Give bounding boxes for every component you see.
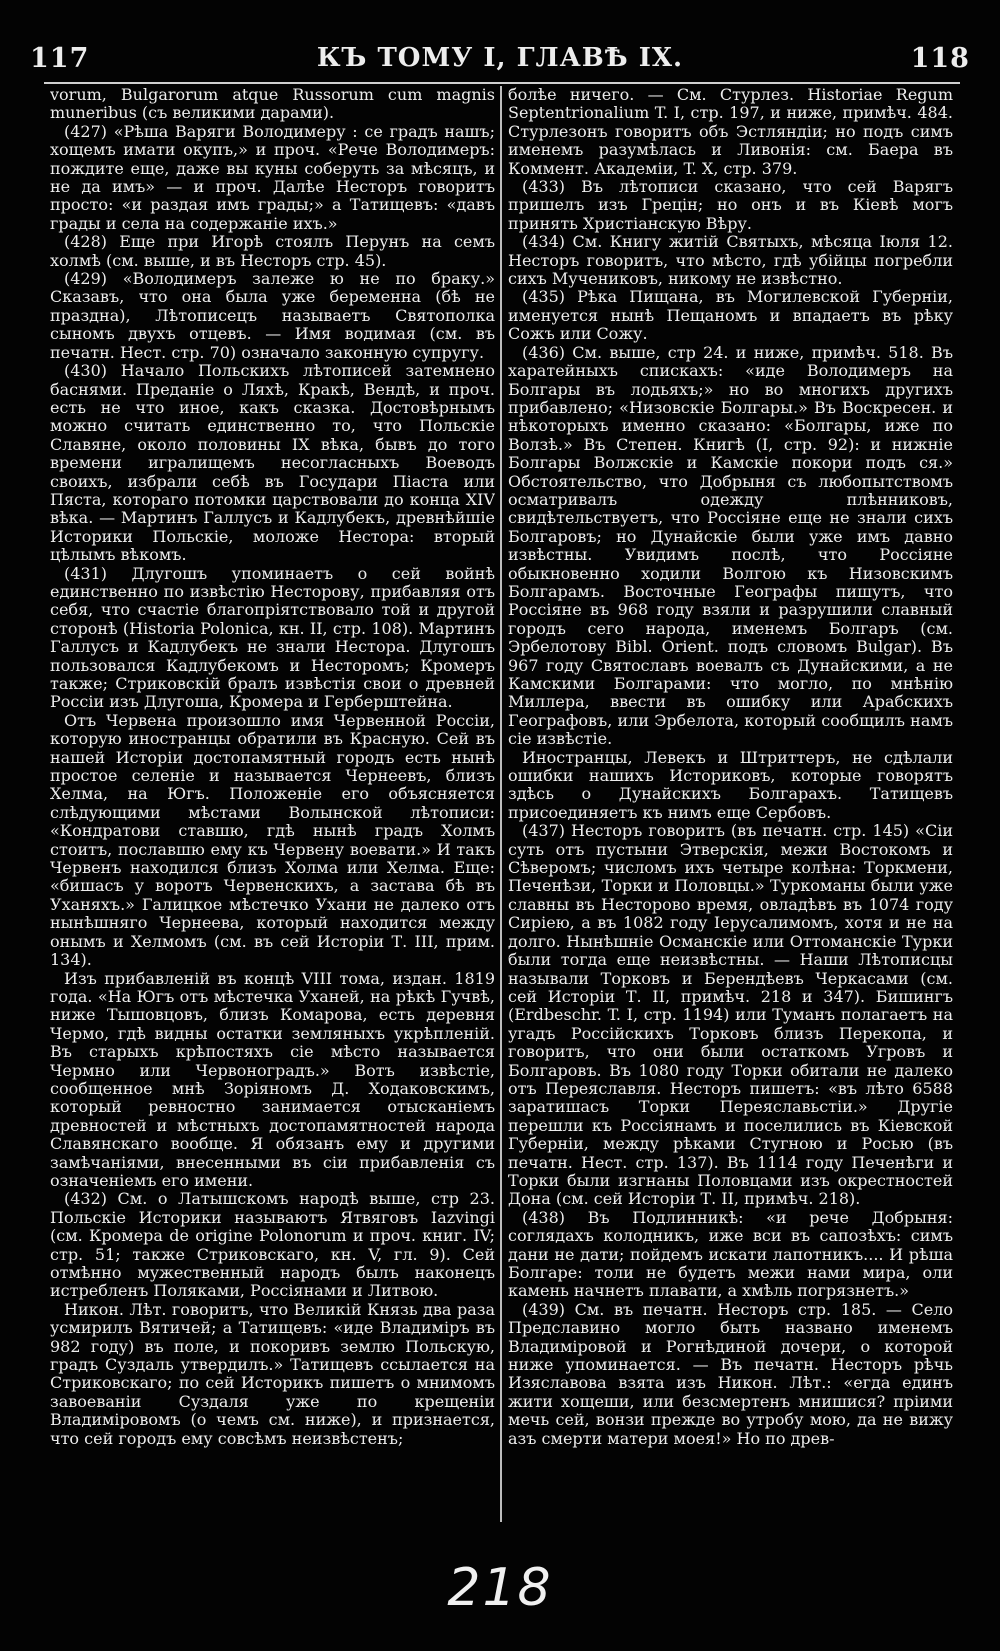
paragraph: Иностранцы, Левекъ и Штриттеръ, не сдѣлали ошибки нашихъ Историковъ, которые говорятъ здѣсь о Дунайскихъ Болгарахъ. Татищевъ присоединяетъ къ нимъ еще Сербовъ. (508, 747, 953, 822)
paragraph: болѣе ничего. — См. Стурлез. Historiae Regum Septentrionalium T. I, стр. 197, и ниже, примѣч. 484. Стурлезонъ говоритъ объ Эстляндіи; но подъ симъ именемъ разумѣлась и Ливонія: см. Баера въ Коммент. Академіи, T. X, стр. 379. (508, 86, 953, 178)
right-column (508, 86, 953, 1522)
paragraph: (438) Въ Подлинникѣ: «и рече Добрыня: соглядахъ колодникъ, иже вси въ сапозѣхъ: симъ дани не дати; пойдемъ искати лапотникъ.... И рѣша Болгаре: толи не будетъ межи нами мира, оли камень начнетъ плавати, а хмѣль погрязнетъ.» (508, 1207, 953, 1301)
paragraph: (434) См. Книгу житій Святыхъ, мѣсяца Іюля 12. Несторъ говоритъ, что мѣсто, гдѣ убійцы погребли сихъ Мучениковъ, никому не извѣстно. (508, 232, 953, 289)
paragraph: (427) «Рѣша Варяги Володимеру : се градъ нашъ; хощемъ имати окупъ,» и проч. «Рече Володимеръ: пождите еще, даже вы куны соберуть за мѣсяцъ, и не да имъ» — и проч. Далѣе Несторъ говоритъ просто: «и раздая имъ грады;» а Татищевъ: «давъ грады и села на содержаніе ихъ.» (50, 121, 495, 233)
running-title: КЪ ТОМУ I, ГЛАВѢ IX. (316, 43, 684, 73)
paragraph: vorum, Bulgarorum atque Russorum cum magnis muneribus (съ великими дарами). (50, 86, 495, 123)
header-rule (44, 82, 960, 84)
paragraph: (433) Въ лѣтописи сказано, что сей Варягъ пришелъ изъ Грецін; но онъ и въ Кіевѣ могъ принять Христіанскую Вѣру. (508, 177, 953, 233)
paragraph: Изъ прибавленій въ концѣ VIII тома, издан. 1819 года. «На Югъ отъ мѣстечка Уханей, на рѣкѣ Гучвѣ, ниже Тышовцовъ, близъ Комарова, есть деревня Чермо, гдѣ видны остатки земляныхъ укрѣпленій. Въ старыхъ крѣпостяхъ сіе мѣсто называется Чермно или Червоноградъ.» Вотъ извѣстіе, сообщенное мнѣ Зоріяномъ Д. Ходаковскимъ, который ревностно занимается отысканіемъ древностей и мѣстныхъ достопамятностей народа Славянскаго вообще. Я обязанъ ему и другими замѣчаніями, внесенными въ сіи прибавленія съ означеніемъ его имени. (50, 968, 495, 1190)
left-page-number: 117 (30, 42, 90, 74)
paragraph: (437) Несторъ говоритъ (въ печатн. стр. 145) «Сіи суть отъ пустыни Этверскія, межи Востокомъ и Сѣверомъ; числомъ ихъ четыре колѣна: Торкмени, Печенѣзи, Торки и Половцы.» Туркоманы были уже славны въ Несторово время, овладѣвъ въ 1074 году Сиріею, а въ 1082 году Іерусалимомъ, хотя и не на долго. Нынѣшніе Османскіе или Оттоманскіе Турки были тогда еще неизвѣстны. — Наши Лѣтописцы называли Торковъ и Берендѣевъ Черкасами (см. сей Исторіи Т. II, примѣч. 218 и 347). Бишингъ (Erdbeschr. T. I, стр. 1194) или Туманъ полагаетъ на угадъ Россійскихъ Торковъ близъ Перекопа, и говоритъ, что они были остаткомъ Угровъ и Болгаровъ. Въ 1080 году Торки обитали не далеко отъ Переяславля. Несторъ пишетъ: «въ лѣто 6588 заратишасъ Торки Переяславьстіи.» Другіе перешли къ Россіянамъ и поселились въ Кіевской Губерніи, между рѣками Стугною и Росью (въ печатн. Нест. стр. 137). Въ 1114 году Печенѣги и Торки были изгнаны Половцами изъ окрестностей Дона (см. сей Исторіи Т. II, примѣч. 218). (508, 821, 953, 1209)
right-page-number: 118 (910, 42, 970, 74)
handwritten-folio-number: 218 (447, 1558, 553, 1618)
paragraph: (431) Длугошъ упоминаетъ о сей войнѣ единственно по извѣстію Несторову, прибавляя отъ себя, что счастіе благопріятствовало той и другой сторонѣ (Historia Polonica, кн. II, стр. 108). Мартинъ Галлусъ и Кадлубекъ не знали Нестора. Длугошъ пользовался Кадлубекомъ и Несторомъ; Кромеръ также; Стриковскій бралъ извѣстія свои о древней Россіи изъ Длугоша, Кромера и Герберштейна. (50, 563, 495, 712)
column-divider (500, 86, 502, 1522)
paragraph: (435) Рѣка Пищана, въ Могилевской Губерніи, именуется нынѣ Пещаномъ и впадаетъ въ рѣку Сожъ или Сожу. (508, 287, 953, 344)
paragraph: (428) Еще при Игорѣ стоялъ Перунъ на семъ холмѣ (см. выше, и въ Несторъ стр. 45). (50, 232, 495, 270)
paragraph: (436) См. выше, стр 24. и ниже, примѣч. 518. Въ харатейныхъ спискахъ: «иде Володимеръ на Болгары въ лодьяхъ;» но во многихъ другихъ прибавлено; «Низовскіе Болгары.» Въ Воскресен. и нѣкоторыхъ именно сказано: «Болгары, иже по Волзѣ.» Въ Степен. Книгѣ (I, стр. 92): и нижніе Болгары Волжскіе и Камскіе покори подъ ся.» Обстоятельство, что Добрыня съ любопытствомъ осматривалъ одежду плѣнниковъ, свидѣтельствуетъ, что Россіяне еще не знали сихъ Болгаровъ; но Дунайскіе были уже имъ давно извѣстны. Увидимъ послѣ, что Россіяне обыкновенно ходили Волгою къ Низовскимъ Болгарамъ. Восточные Географы пишутъ, что Россіяне въ 968 году взяли и разрушили славный городъ сего народа, именемъ Болгаръ (см. Эрбелотову Bibl. Orient. подъ словомъ Bulgar). Въ 967 году Святославъ воевалъ съ Дунайскими, а не Камскими Болгарами: что могло, по мнѣнію Миллера, ввести въ ошибку или Арабскихъ Географовъ, или Эрбелота, который сообщилъ намъ сіе извѣстіе. (508, 342, 953, 749)
paragraph: (432) См. о Латышскомъ народѣ выше, стр 23. Польскіе Историки называютъ Ятвяговъ Iazvingi (см. Кромера de origine Polonorum и проч. книг. IV; стр. 51; также Стриковскаго, кн. V, гл. 9). Сей отмѣнно мужественный народъ былъ наконецъ истребленъ Поляками, Россіянами и Литвою. (50, 1189, 495, 1301)
paragraph: (430) Начало Польскихъ лѣтописей затемнено баснями. Преданіе о Ляхѣ, Кракѣ, Вендѣ, и проч. есть не что иное, какъ сказка. Достовѣрнымъ можно считать единственно то, что Польскіе Славяне, около половины IX вѣка, бывъ до того времени игралищемъ несогласныхъ Воеводъ своихъ, избрали себѣ въ Государи Піаста или Пяста, котораго потомки царствовали до конца XIV вѣка. — Мартинъ Галлусъ и Кадлубекъ, древнѣйшіе Историки Польскіе, моложе Нестора: вторый цѣлымъ вѣкомъ. (50, 361, 495, 565)
paragraph: Никон. Лѣт. говоритъ, что Великій Князь два раза усмирилъ Вятичей; а Татищевъ: «иде Владиміръ въ 982 году) въ поле, и покоривъ землю Польскую, градъ Суздаль утвердилъ.» Татищевъ ссылается на Стриковскаго; по сей Историкъ пишетъ о мнимомъ завоеваніи Суздаля уже по крещеніи Владиміровомъ (о чемъ см. ниже), и признается, что сей городъ ему совсѣмъ неизвѣстенъ; (50, 1299, 495, 1448)
left-column (50, 86, 495, 1522)
paragraph: Отъ Червена произошло имя Червенной Россіи, которую иностранцы обратили въ Красную. Сей въ нашей Исторіи достопамятный городъ есть нынѣ простое селеніе и называется Чернеевъ, близъ Хелма, на Югъ. Положеніе его объясняется слѣдующими мѣстами Волынской лѣтописи: «Кондратови ставшю, гдѣ нынѣ градъ Холмъ стоитъ, пославшю ему къ Червену воевати.» И такъ Червенъ находился близъ Холма или Хелма. Еще: «бишасъ у воротъ Червенскихъ, а застава бѣ въ Уханяхъ.» Галицкое мѣстечко Ухани не далеко отъ нынѣшняго Чернеева, который находится между онымъ и Хелмомъ (см. въ сей Исторіи Т. III, прим. 134). (50, 710, 495, 970)
page-header (30, 38, 970, 78)
paragraph: (429) «Володимеръ залеже ю не по браку.» Сказавъ, что она была уже беременна (бѣ не праздна), Лѣтописецъ называетъ Святополка сыномъ двухъ отцевъ. — Имя водимая (см. въ печатн. Нест. стр. 70) означало законную супругу. (50, 269, 495, 362)
paragraph: (439) См. въ печатн. Несторъ стр. 185. — Село Предславино могло быть названо именемъ Владиміровой и Рогнѣдиной дочери, о которой ниже упоминается. — Въ печатн. Несторъ рѣчь Изяславова взята изъ Никон. Лѣт.: «егда единъ жити хощеши, или безсмертенъ мнишися? пріими мечь сей, вонзи прежде во утробу мою, да не вижу азъ смерти матери моея!» Но по древ- (508, 1299, 953, 1448)
